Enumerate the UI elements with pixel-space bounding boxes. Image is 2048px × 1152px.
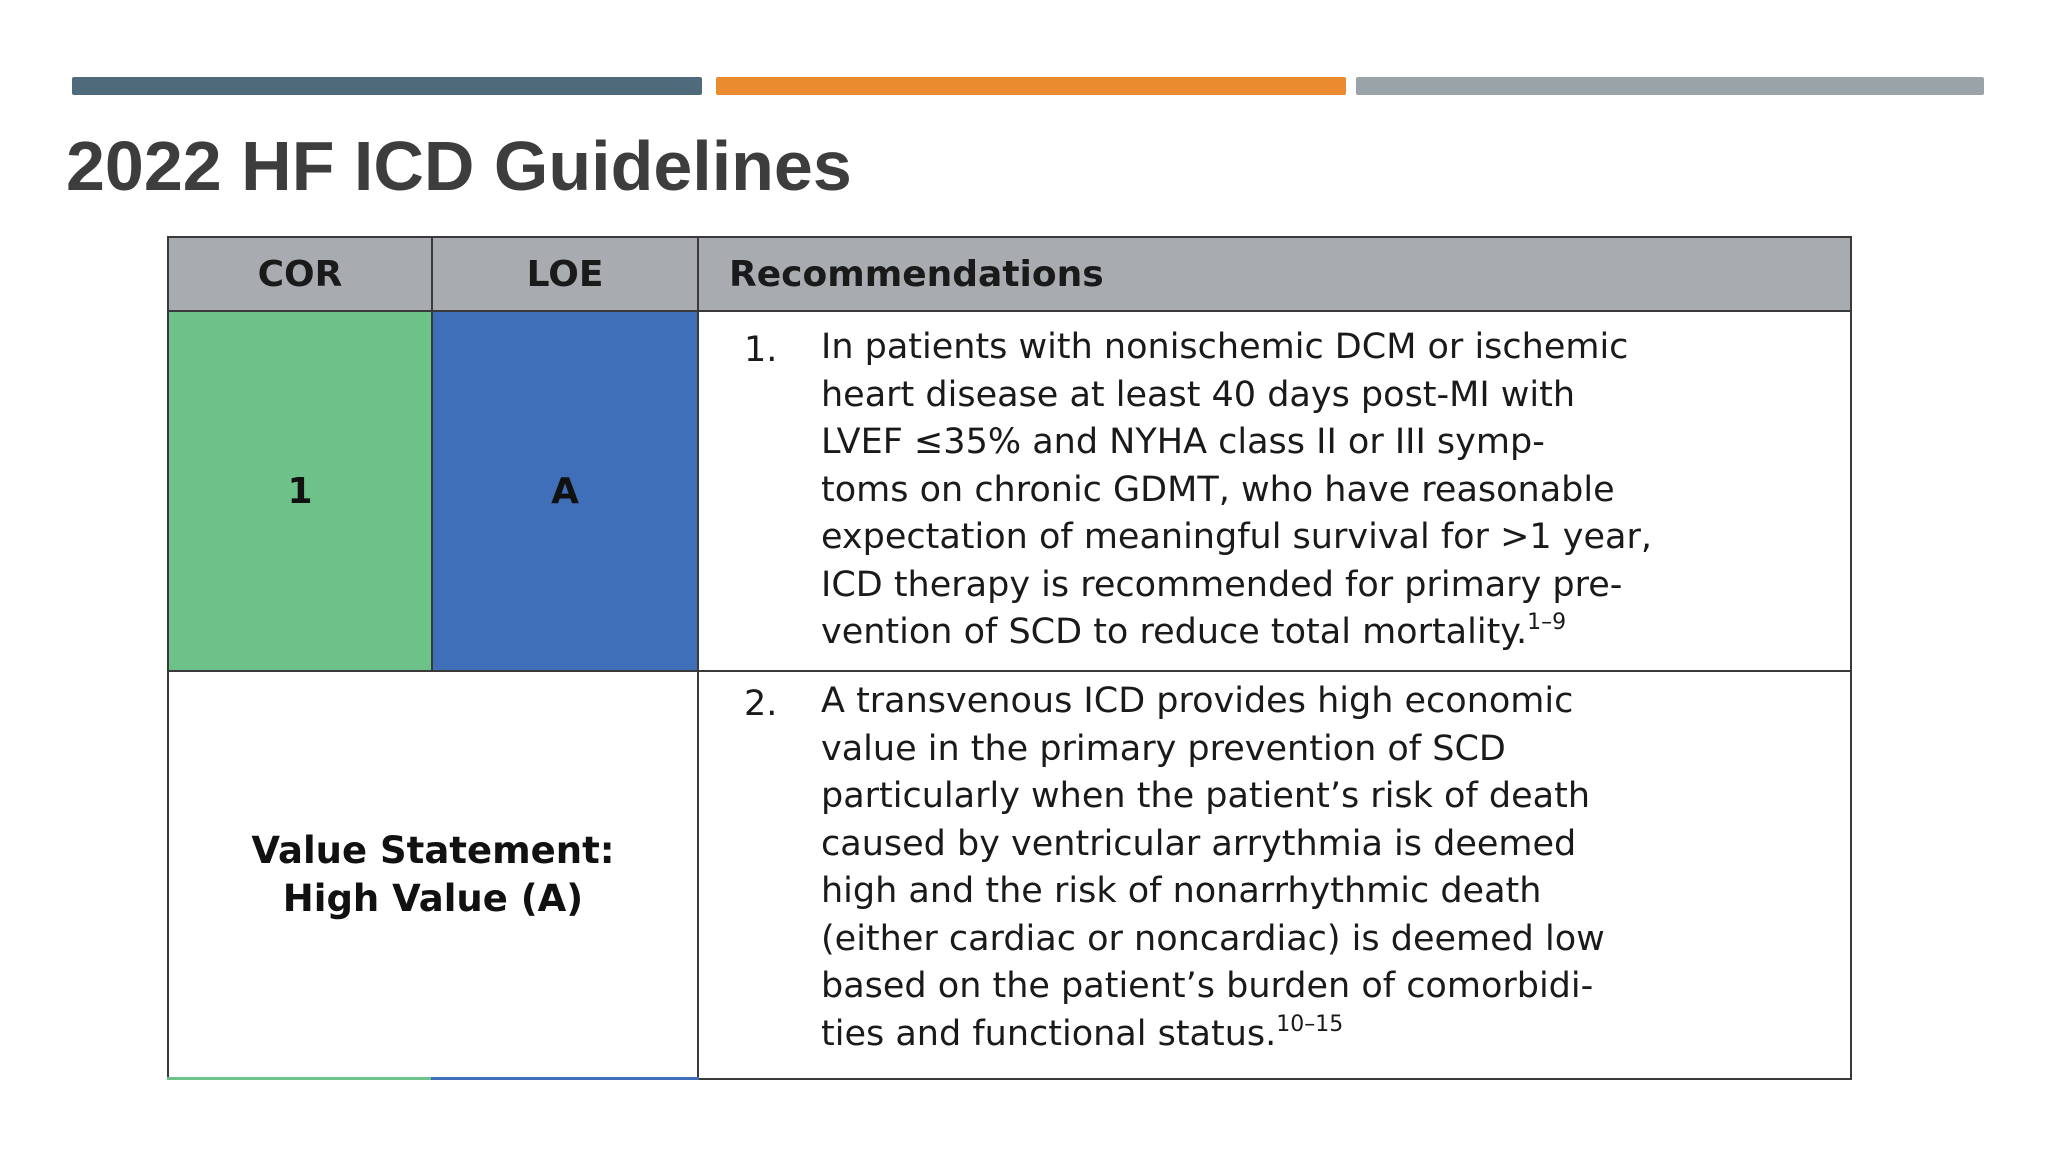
- value-statement-label: Value Statement:: [251, 829, 615, 872]
- header-loe-label: LOE: [526, 253, 604, 295]
- accent-bar-gray: [1356, 77, 1984, 95]
- header-recommendations-label: Recommendations: [729, 253, 1104, 295]
- cor-cell: [167, 310, 433, 672]
- guidelines-table: [167, 236, 1852, 1080]
- header-loe: [431, 236, 699, 312]
- recommendation-text: [821, 678, 1831, 1058]
- accent-bar-orange: [716, 77, 1346, 95]
- header-recommendations: [697, 236, 1852, 312]
- recommendation-cell-1: [697, 310, 1852, 672]
- recommendation-body: A transvenous ICD provides high economic value in the primary prevention of SCD particularly when the patient’s risk of death caused by ventricular arrythmia is deemed high and the risk of nonarrhythmic death (either cardiac or noncardiac) is deemed low based on the patient’s burden of comorbidi- ties and functional status.: [821, 681, 1605, 1054]
- next-row-loe-strip: [431, 1077, 699, 1080]
- recommendation-text: [821, 324, 1831, 657]
- recommendation-references: 10–15: [1276, 1011, 1344, 1037]
- recommendation-number: 2.: [744, 684, 778, 724]
- recommendation-number: 1.: [744, 330, 778, 370]
- recommendation-references: 1–9: [1527, 610, 1567, 635]
- header-cor-label: COR: [257, 253, 343, 295]
- header-cor: [167, 236, 433, 312]
- recommendation-cell-2: [697, 670, 1852, 1080]
- loe-cell: [431, 310, 699, 672]
- value-statement: [251, 827, 614, 923]
- accent-bar-slate: [72, 77, 702, 95]
- slide-title: 2022 HF ICD Guidelines: [66, 127, 852, 205]
- recommendation-body: In patients with nonischemic DCM or ischemic heart disease at least 40 days post-MI with LVEF ≤35% and NYHA class II or III symp- toms on chronic GDMT, who have reasonable expectation of meaningful survival for >1 year, ICD therapy is recommended for primary pre- vention of SCD to reduce total mortality.: [821, 327, 1652, 652]
- guidelines-table-image: [167, 236, 1852, 1080]
- value-statement-cell: [167, 670, 699, 1080]
- recommendation-item-1: [699, 312, 1850, 670]
- next-row-cor-strip: [167, 1077, 431, 1080]
- recommendation-item-2: [699, 672, 1850, 1078]
- value-statement-rating: High Value (A): [282, 877, 584, 920]
- cor-value: 1: [287, 470, 313, 512]
- loe-value: A: [551, 470, 579, 512]
